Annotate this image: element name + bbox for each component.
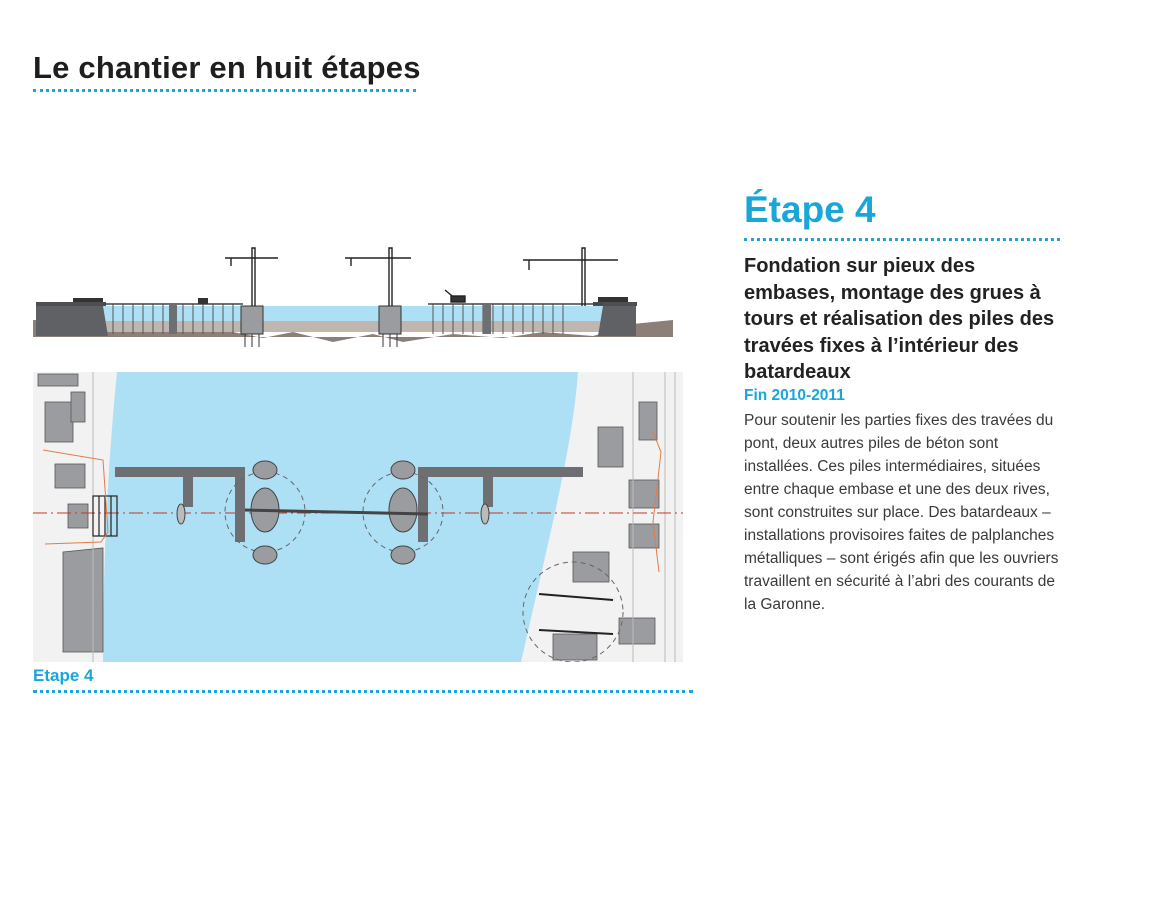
page-title: Le chantier en huit étapes <box>33 50 421 85</box>
step-title: Étape 4 <box>744 189 876 230</box>
step-divider <box>744 238 1060 241</box>
tower-crane-center <box>345 248 411 306</box>
figure-caption: Etape 4 <box>33 666 94 685</box>
intermediate-pier-right <box>483 304 491 334</box>
elevation-diagram <box>33 242 673 354</box>
water-elevation <box>103 306 603 321</box>
intermediate-pier-left <box>169 304 177 334</box>
plan-diagram <box>33 372 683 662</box>
caption-divider <box>33 690 693 693</box>
sediment-layer <box>103 320 603 332</box>
title-divider <box>33 89 416 92</box>
tower-crane-left <box>225 248 278 306</box>
embase-right <box>379 306 401 347</box>
right-bank <box>598 306 636 336</box>
left-bank <box>36 306 108 336</box>
step-date: Fin 2010-2011 <box>744 387 845 404</box>
mobile-crane <box>445 290 465 302</box>
step-body: Pour soutenir les parties fixes des travées du pont, deux autres piles de béton sont installées. Ces piles intermédiaires, situées entre chaque embase et une des deux rives, sont construites sur place. Des batardeaux – installations provisoires faites de palplanches métalliques – sont érigés afin que les ouvriers travaillent en sécurité à l’abri des courants de la Garonne. <box>744 412 1059 613</box>
embase-left <box>241 306 263 347</box>
river-plan <box>103 372 578 662</box>
step-subtitle: Fondation sur pieux des embases, montage des grues à tours et réalisation des piles des travées fixes à l’intérieur des batardeaux <box>744 255 1055 383</box>
